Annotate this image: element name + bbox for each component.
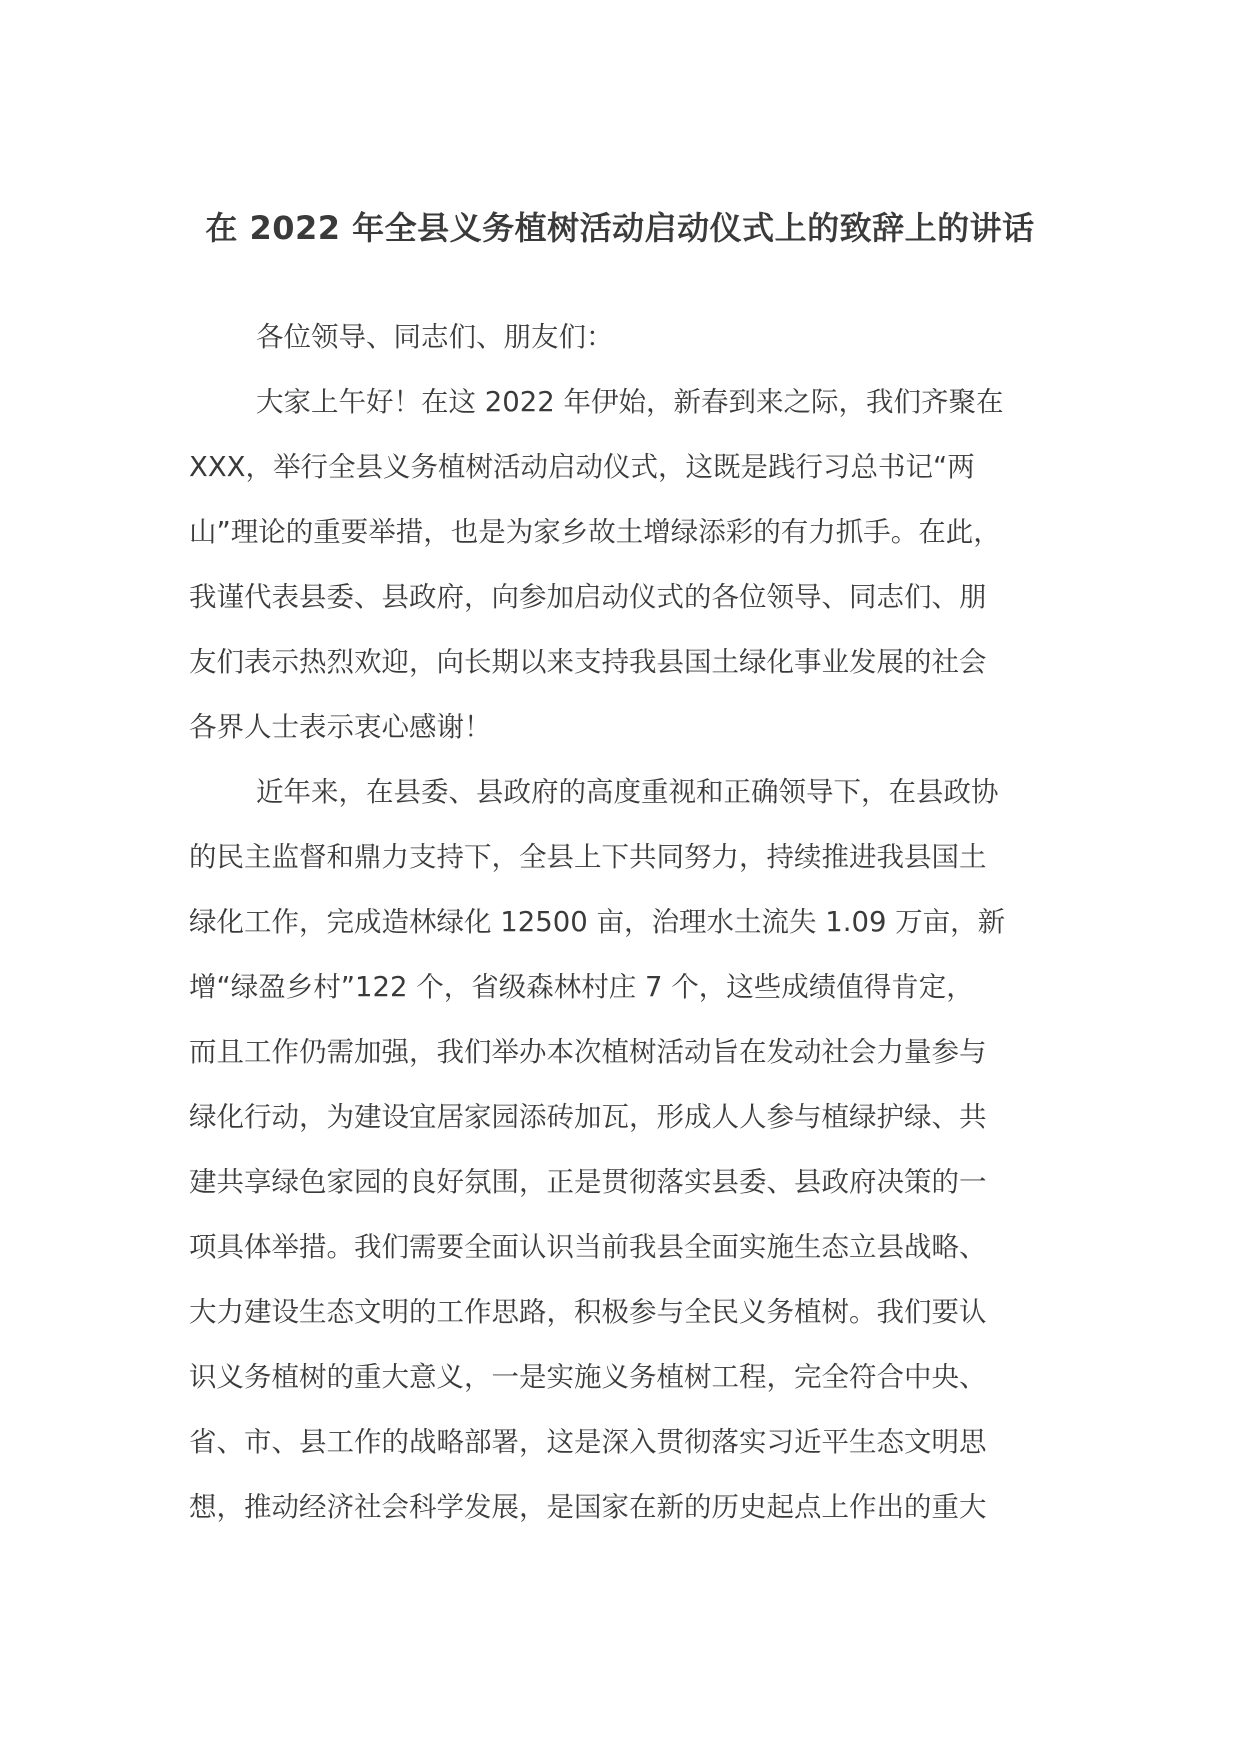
paragraph-line: 大家上午好！在这 2022 年伊始，新春到来之际，我们齐聚在 <box>256 386 1004 418</box>
paragraph-line: 大力建设生态文明的工作思路，积极参与全民义务植树。我们要认 <box>189 1296 987 1328</box>
paragraph-line: 各界人士表示衷心感谢！ <box>189 711 492 743</box>
paragraph-line: 绿化行动，为建设宜居家园添砖加瓦，形成人人参与植绿护绿、共 <box>189 1101 987 1133</box>
paragraph-line: 而且工作仍需加强，我们举办本次植树活动旨在发动社会力量参与 <box>189 1036 987 1068</box>
document-title: 在 2022 年全县义务植树活动启动仪式上的致辞上的讲话 <box>205 209 1035 247</box>
paragraph-line: 绿化工作，完成造林绿化 12500 亩，治理水土流失 1.09 万亩，新 <box>189 906 1006 938</box>
paragraph-line: 想，推动经济社会科学发展，是国家在新的历史起点上作出的重大 <box>189 1491 987 1523</box>
paragraph-line: XXX，举行全县义务植树活动启动仪式，这既是践行习总书记“两 <box>189 451 975 483</box>
paragraph-line: 山”理论的重要举措，也是为家乡故土增绿添彩的有力抓手。在此， <box>189 516 1001 548</box>
paragraph-line: 近年来，在县委、县政府的高度重视和正确领导下，在县政协 <box>256 776 999 808</box>
paragraph-line: 项具体举措。我们需要全面认识当前我县全面实施生态立县战略、 <box>189 1231 987 1263</box>
paragraph-2 <box>189 760 1059 1540</box>
paragraph-line: 省、市、县工作的战略部署，这是深入贯彻落实习近平生态文明思 <box>189 1426 987 1458</box>
paragraph-1 <box>189 370 1059 760</box>
salutation: 各位领导、同志们、朋友们： <box>256 321 614 353</box>
paragraph-line: 的民主监督和鼎力支持下，全县上下共同努力，持续推进我县国土 <box>189 841 987 873</box>
paragraph-line: 增“绿盈乡村”122 个，省级森林村庄 7 个，这些成绩值得肯定， <box>189 971 974 1003</box>
paragraph-line: 识义务植树的重大意义，一是实施义务植树工程，完全符合中央、 <box>189 1361 987 1393</box>
paragraph-line: 我谨代表县委、县政府，向参加启动仪式的各位领导、同志们、朋 <box>189 581 987 613</box>
paragraph-line: 建共享绿色家园的良好氛围，正是贯彻落实县委、县政府决策的一 <box>189 1166 987 1198</box>
document-body <box>189 305 1059 1540</box>
paragraph-line: 友们表示热烈欢迎，向长期以来支持我县国土绿化事业发展的社会 <box>189 646 987 678</box>
